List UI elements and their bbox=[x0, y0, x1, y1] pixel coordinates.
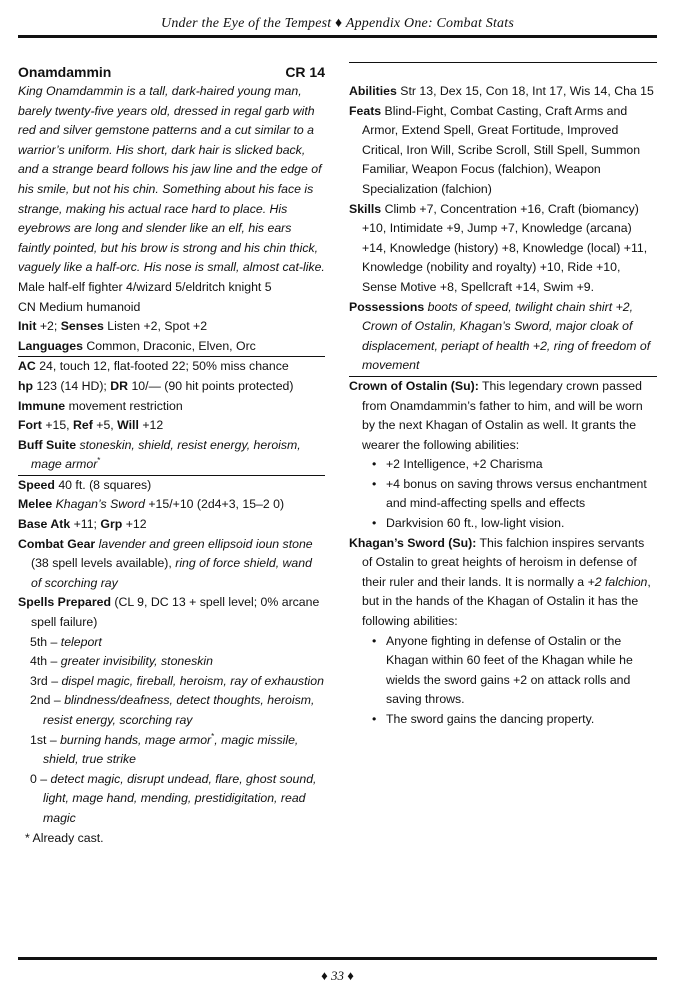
list-item: • +4 bonus on saving throws versus enchantment and mind-affecting spells and effects bbox=[374, 475, 657, 514]
crown-of-ostalin bbox=[349, 377, 657, 534]
sword-abilities-list bbox=[349, 632, 657, 730]
list-item: • The sword gains the dancing property. bbox=[374, 710, 657, 730]
saving-throws: Fort +15, Ref +5, Will +12 bbox=[18, 418, 164, 433]
possessions: Possessions boots of speed, twilight chain shirt +2, Crown of Ostalin, Khagan’s Sword, major cloak of displacement, periapt of health +2, ring of freedom of movement bbox=[349, 299, 651, 373]
creature-type: CN Medium humanoid bbox=[18, 299, 141, 314]
page-number: ♦ 33 ♦ bbox=[321, 968, 354, 983]
spell-level-0: 0 – detect magic, disrupt undead, flare, ghost sound, light, mage hand, mending, prestidigitation, read magic bbox=[30, 771, 317, 825]
feats: Feats Blind-Fight, Combat Casting, Craft Arms and Armor, Extend Spell, Great Fortitude, Improved Critical, Iron Will, Scribe Scroll, Still Spell, Summon Familiar, Weapon Focus (falchion), Weapon Specialization (falchion) bbox=[349, 103, 641, 196]
melee-attack: Melee Khagan’s Sword +15/+10 (2d4+3, 15–2 0) bbox=[18, 497, 285, 512]
combat-gear: Combat Gear lavender and green ellipsoid ioun stone (38 spell levels available), ring of force shield, wand of scorching ray bbox=[18, 536, 313, 590]
header-rule bbox=[18, 35, 657, 38]
page-footer bbox=[18, 957, 657, 984]
spells-prepared bbox=[18, 593, 325, 848]
spell-level-2: 2nd – blindness/deafness, detect thoughts, heroism, resist energy, scorching ray bbox=[30, 693, 315, 727]
base-attack: Base Atk +11; Grp +12 bbox=[18, 517, 147, 532]
challenge-rating: CR 14 bbox=[285, 64, 325, 80]
right-column bbox=[349, 62, 657, 730]
skills: Skills Climb +7, Concentration +16, Craft (biomancy) +10, Intimidate +9, Jump +7, Knowledge (arcana) +14, Knowledge (history) +8, Knowledge (local) +11, Knowledge (nobility and royalty) +10, Ride +10, Sense Motive +8, Spellcraft +14, Swim +9. bbox=[349, 201, 648, 294]
spell-level-5: 5th – teleport bbox=[30, 634, 102, 649]
spell-level-1: 1st – burning hands, mage armor*, magic missile, shield, true strike bbox=[30, 731, 299, 767]
list-item: • Anyone fighting in defense of Ostalin or the Khagan within 60 feet of the Khagan while he wields the sword gains +2 on attack rolls and saving throws. bbox=[374, 632, 657, 710]
init-senses: Init +2; Senses Listen +2, Spot +2 bbox=[18, 319, 208, 334]
creature-name: Onamdammin bbox=[18, 64, 112, 80]
left-column bbox=[18, 62, 325, 848]
abilities: Abilities Str 13, Dex 15, Con 18, Int 17, Wis 14, Cha 15 bbox=[349, 84, 654, 98]
immunities: Immune movement restriction bbox=[18, 398, 183, 413]
spell-level-3: 3rd – dispel magic, fireball, heroism, ray of exhaustion bbox=[30, 673, 324, 688]
stat-block-title bbox=[18, 62, 325, 82]
list-item: • Darkvision 60 ft., low-light vision. bbox=[374, 514, 657, 534]
armor-class: AC 24, touch 12, flat-footed 22; 50% miss chance bbox=[18, 359, 289, 374]
section-rule-statistics bbox=[349, 62, 657, 82]
languages: Languages Common, Draconic, Elven, Orc bbox=[18, 338, 256, 353]
khagans-sword bbox=[349, 534, 657, 730]
hit-points: hp 123 (14 HD); DR 10/— (90 hit points protected) bbox=[18, 378, 294, 393]
list-item: • +2 Intelligence, +2 Charisma bbox=[374, 455, 657, 475]
already-cast-footnote: * Already cast. bbox=[25, 830, 104, 845]
spells-header: Spells Prepared (CL 9, DC 13 + spell level; 0% arcane spell failure) bbox=[18, 595, 320, 630]
race-class: Male half-elf fighter 4/wizard 5/eldritch knight 5 bbox=[18, 279, 272, 294]
sword-description: Khagan’s Sword (Su): This falchion inspires servants of Ostalin to great heights of heroism in defense of their ruler and their lands. It is normally a +2 falchion, but in the hands of the Khagan of Ostalin it has the following abilities: bbox=[349, 535, 651, 629]
spell-level-4: 4th – greater invisibility, stoneskin bbox=[30, 654, 213, 669]
footer-rule bbox=[18, 957, 657, 960]
description: King Onamdammin is a tall, dark-haired young man, barely twenty-five years old, dressed in regal garb with red and silver gemstone patterns and a cut similar to a warrior’s uniform. His short, dark hair is slicked back, and a strange beard follows his jaw line and the edge of his smile, but not his chin. Something about his face is strange, making his actual race hard to place. His eyebrows are long and slender like an elf, his ears faintly pointed, but his brow is strong and his chin thick, vaguely like a half-orc. His nose is small, almost cat-like. bbox=[18, 84, 325, 275]
speed: Speed 40 ft. (8 squares) bbox=[18, 477, 152, 492]
crown-abilities-list bbox=[349, 455, 657, 533]
buff-suite: Buff Suite stoneskin, shield, resist energy, heroism, mage armor* bbox=[18, 437, 301, 472]
page-header bbox=[18, 14, 657, 38]
running-title: Under the Eye of the Tempest ♦ Appendix One: Combat Stats bbox=[161, 16, 514, 31]
crown-description: Crown of Ostalin (Su): This legendary crown passed from Onamdammin’s father to him, and will be worn by the next Khagan of Ostalin as well. It grants the wearer the following abilities: bbox=[349, 378, 643, 452]
